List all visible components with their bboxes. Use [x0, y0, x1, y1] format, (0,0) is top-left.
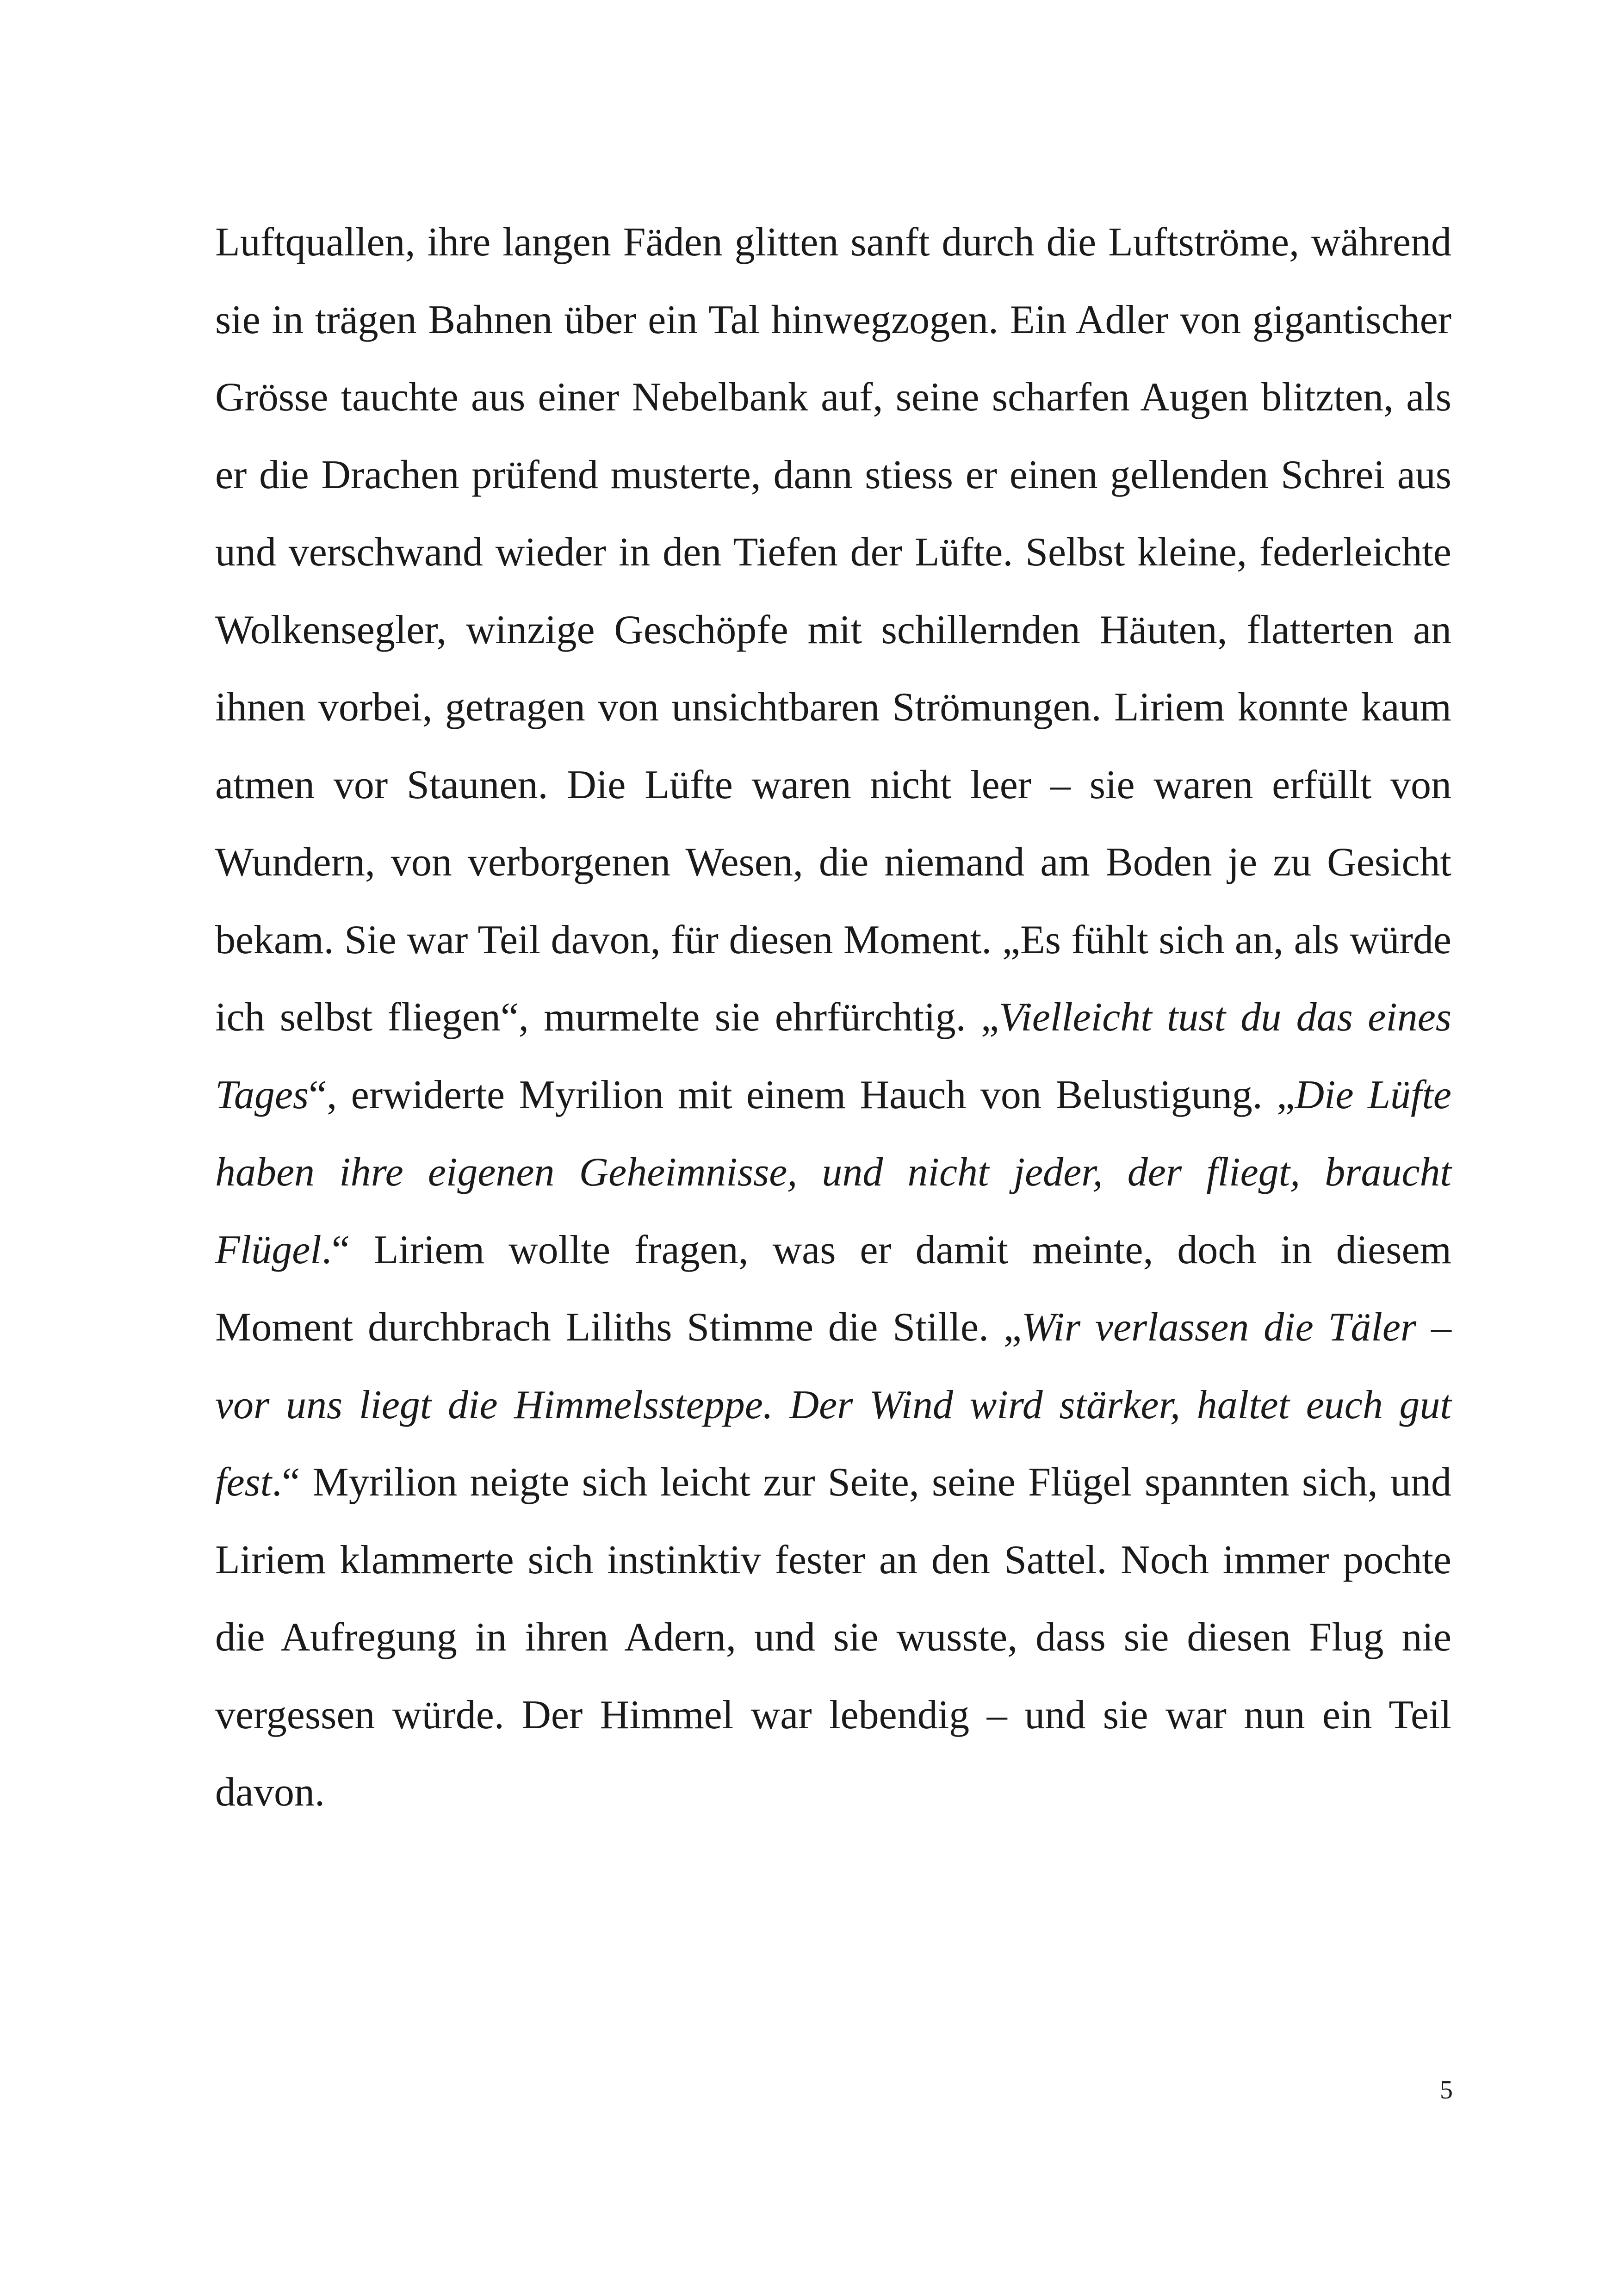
text-segment: “, erwiderte Myrilion mit einem Hauch von Belustigung. „ [309, 1072, 1295, 1117]
italic-speech: Die Lüfte haben ihre eigenen Geheimnisse, und nicht jeder, der fliegt, braucht Flügel [215, 1072, 1451, 1272]
italic-speech: Wir verlassen die Täler – vor uns liegt die Himmelssteppe. Der Wind wird stärker, haltet euch gut fest [215, 1305, 1451, 1505]
italic-speech: Vielleicht tust du das eines Tages [215, 995, 1452, 1117]
text-segment: Luftquallen, ihre langen Fäden glitten sanft durch die Luftströme, während sie in trägen Bahnen über ein Tal hinwegzogen. Ein Adler von gigantischer Grösse tauchte aus einer Nebelbank auf, seine scharfen Augen blitzten, als er die Drachen prüfend musterte, dann stiess er einen gellenden Schrei aus und verschwand wieder in den Tiefen der Lüfte. Selbst kleine, federleichte Wolkensegler, winzige Geschöpfe mit schillernden Häuten, flatterten an ihnen vorbei, getragen von unsichtbaren Strömungen. Liriem konnte kaum atmen vor Staunen. Die Lüfte waren nicht leer – sie waren erfüllt von Wundern, von verborgenen Wesen, die niemand am Boden je zu Gesicht bekam. Sie war Teil davon, für diesen Moment. „Es fühlt sich an, als würde ich selbst fliegen“, murmelte sie ehrfürchtig. „ [215, 220, 1451, 1040]
page-number: 5 [1440, 2076, 1453, 2104]
body-paragraph [215, 204, 1451, 1831]
text-segment: .“ Liriem wollte fragen, was er damit meinte, doch in diesem Moment durchbrach Liliths Stimme die Stille. „ [215, 1227, 1451, 1350]
text-segment: .“ Myrilion neigte sich leicht zur Seite, seine Flügel spannten sich, und Liriem klammerte sich instinktiv fester an den Sattel. Noch immer pochte die Aufregung in ihren Adern, und sie wusste, dass sie diesen Flug nie vergessen würde. Der Himmel war lebendig – und sie war nun ein Teil davon. [215, 1460, 1451, 1815]
